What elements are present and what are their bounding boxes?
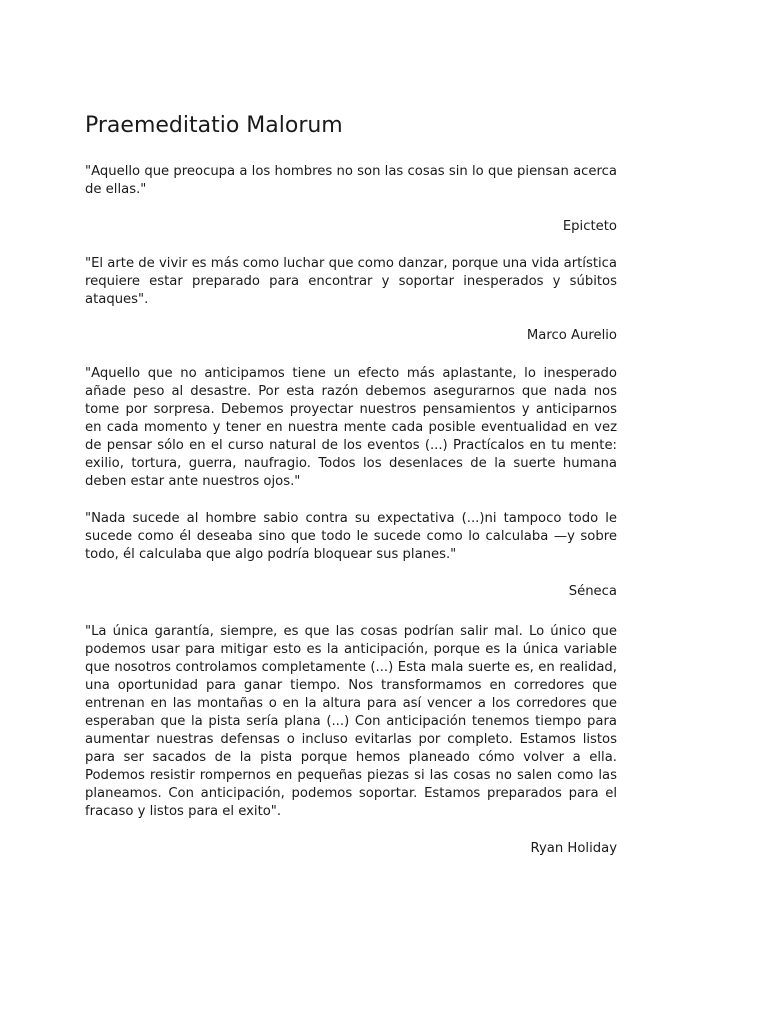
quote-marco-aurelio: "El arte de vivir es más como luchar que como danzar, porque una vida artística requiere estar preparado para encontrar y soportar inesperados y súbitos ataques". — [85, 256, 617, 307]
quote-ryan-holiday: "La única garantía, siempre, es que las cosas podrían salir mal. Lo único que podemos usar para mitigar esto es la anticipación, porque es la única variable que nosotros controlamos completamente (...) Esta mala suerte es, en realidad, una oportunidad para ganar tiempo. Nos transformamos en corredores que entrenan en las montañas o en la altura para así vencer a los corredores que esperaban que la pista sería plana (...) Con anticipación tenemos tiempo para aumentar nuestras defensas o incluso evitarlas por completo. Estamos listos para ser sacados de la pista porque hemos planeado cómo volver a ella. Podemos resistir rompernos en pequeñas piezas si las cosas no salen como las planeamos. Con anticipación, podemos soportar. Estamos preparados para el fracaso y listos para el exito". — [85, 624, 617, 819]
author-seneca: Séneca — [568, 584, 617, 599]
quote-epicteto: "Aquello que preocupa a los hombres no son las cosas sin lo que piensan acerca de ellas." — [85, 164, 617, 197]
author-epicteto: Epicteto — [562, 219, 617, 234]
author-marco-aurelio: Marco Aurelio — [526, 328, 617, 343]
author-ryan-holiday: Ryan Holiday — [530, 841, 617, 856]
quote-seneca-1: "Aquello que no anticipamos tiene un efecto más aplastante, lo inesperado añade peso al desastre. Por esta razón debemos asegurarnos que nada nos tome por sorpresa. Debemos proyectar nuestros pensamientos y anticiparnos en cada momento y tener en nuestra mente cada posible eventualidad en vez de pensar sólo en el curso natural de los eventos (...) Practícalos en tu mente: exilio, tortura, guerra, naufragio. Todos los desenlaces de la suerte humana deben estar ante nuestros ojos." — [85, 366, 617, 489]
page-title: Praemeditatio Malorum — [85, 113, 343, 138]
document-content — [85, 112, 617, 858]
quote-seneca-2: "Nada sucede al hombre sabio contra su expectativa (...)ni tampoco todo le sucede como él deseaba sino que todo le sucede como lo calculaba —y sobre todo, él calculaba que algo podría bloquear sus planes." — [85, 511, 617, 562]
